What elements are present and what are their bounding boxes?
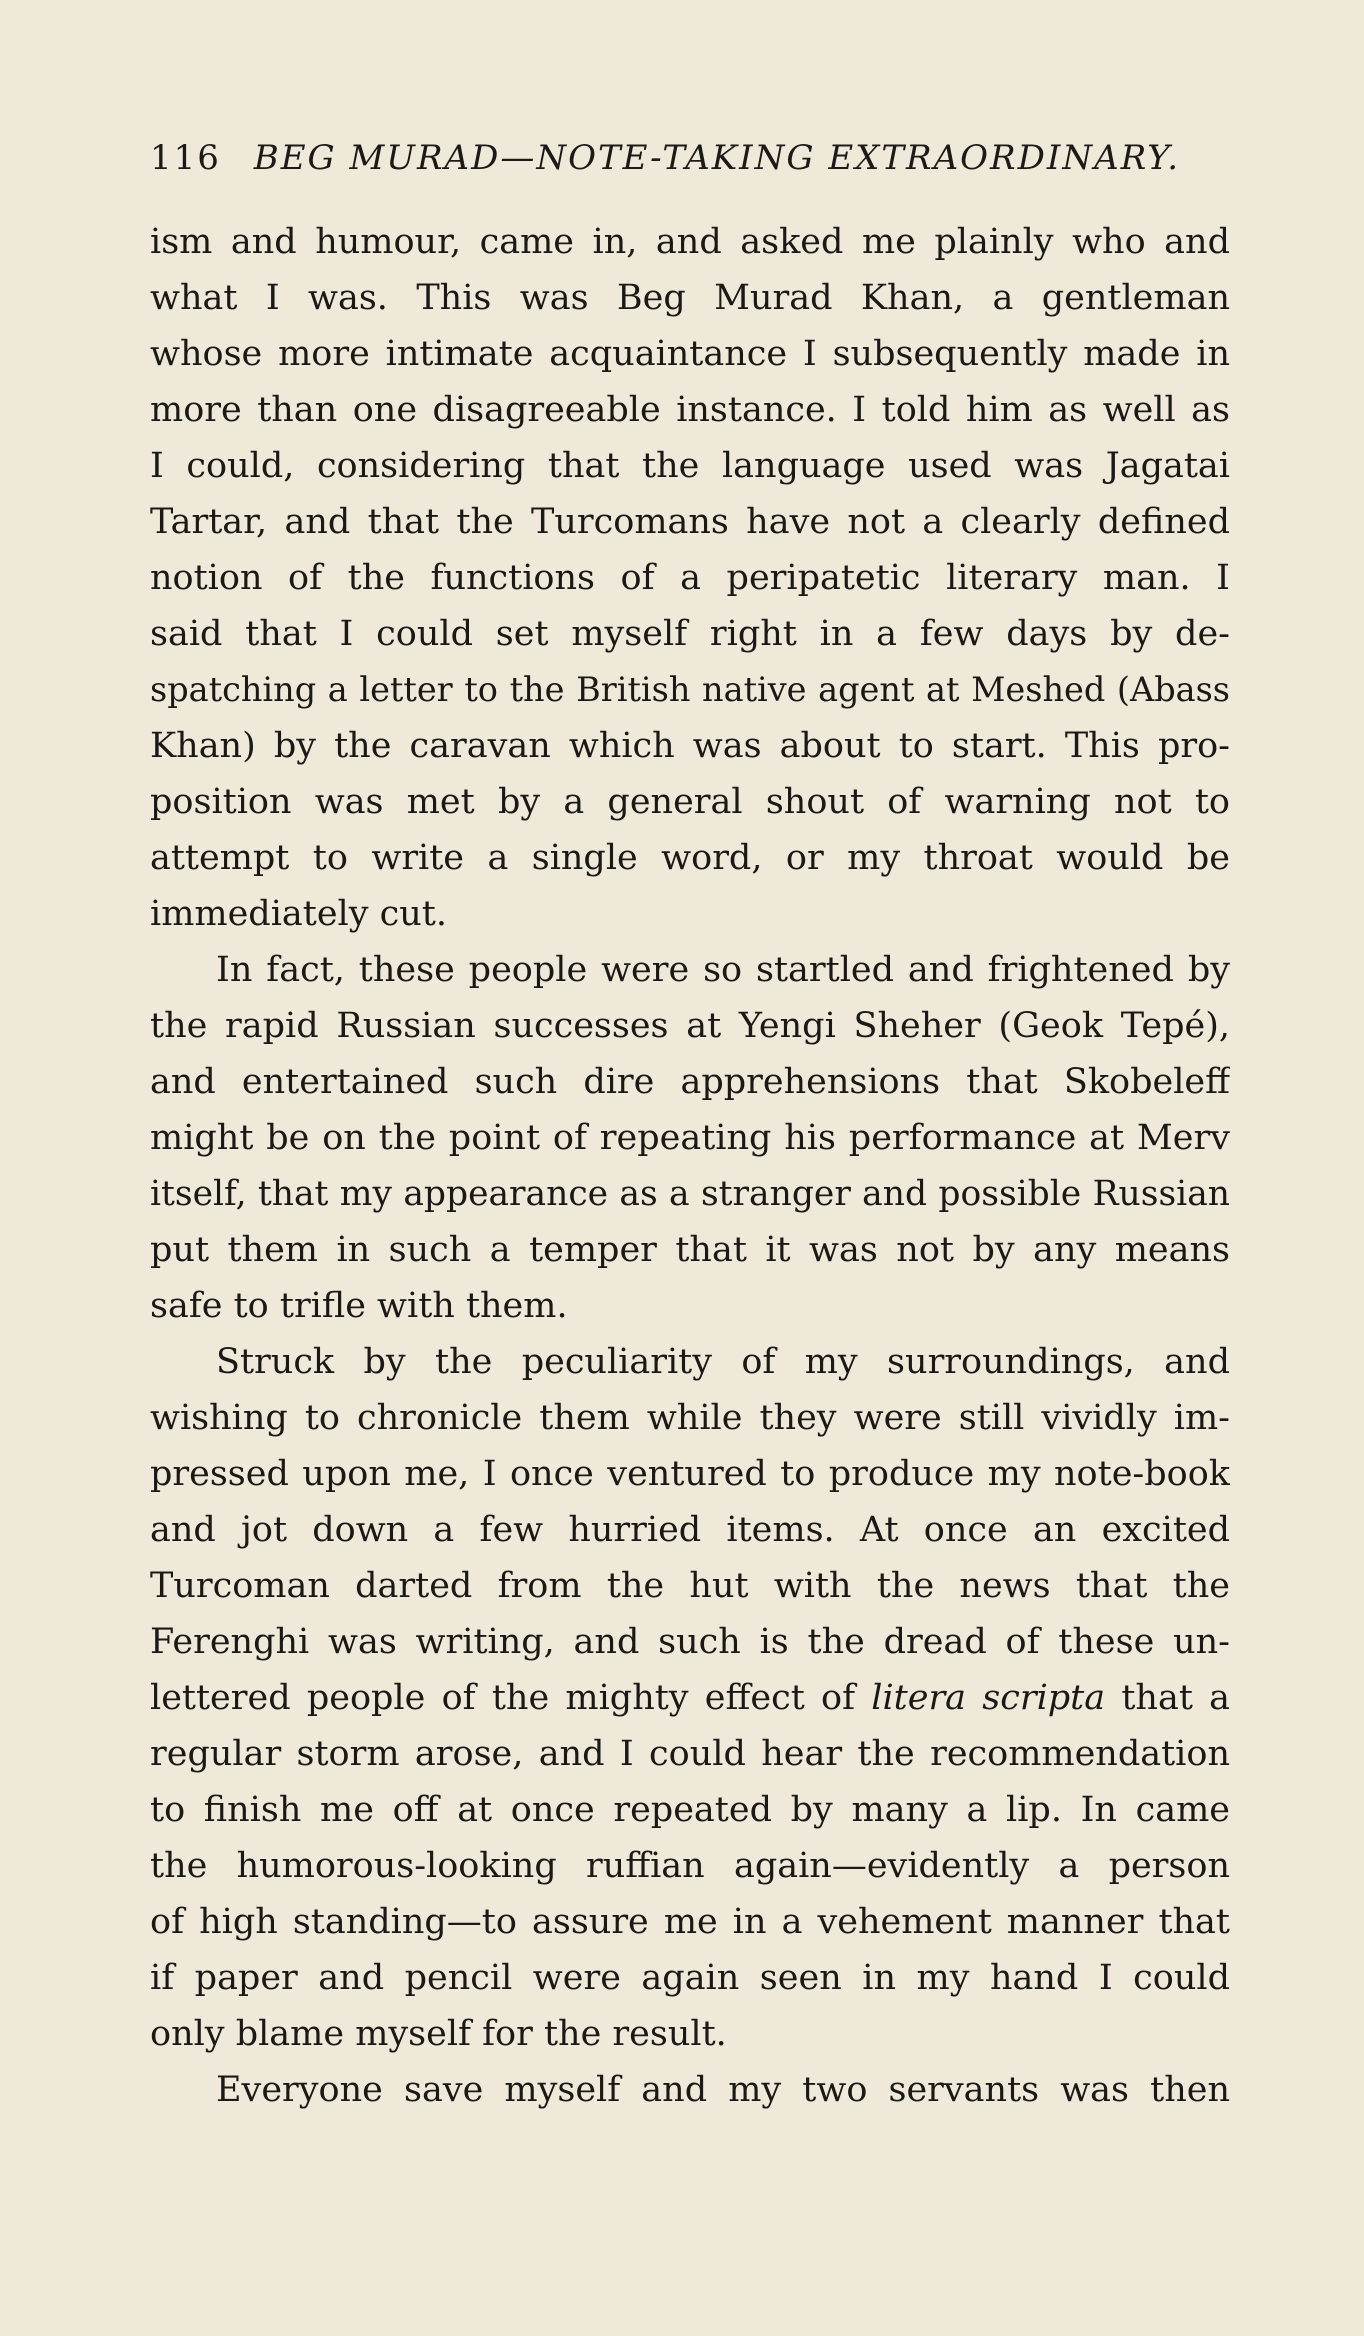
text-line: only blame myself for the result. [150,2014,727,2054]
paragraph-start-line: In fact, these people were so startled and frightened by [216,950,1230,990]
page-number: 116 [150,138,221,178]
running-header [150,138,1230,178]
text-line: Khan) by the caravan which was about to start. This pro- [150,726,1230,766]
text-line: the humorous-looking ruffian again—evidently a person [150,1846,1230,1886]
paragraph-start-line: Everyone save myself and my two servants was then [216,2070,1230,2110]
text-line [150,1670,1230,1726]
text-line: immediately cut. [150,894,447,934]
text-line: regular storm arose, and I could hear the recommendation [150,1734,1230,1774]
text-line: if paper and pencil were again seen in my hand I could [150,1958,1230,1998]
text-line: more than one disagreeable instance. I told him as well as [150,390,1230,430]
text-line: pressed upon me, I once ventured to produce my note-book [150,1454,1230,1494]
text-line: the rapid Russian successes at Yengi Sheher (Geok Tepé), [150,1006,1230,1046]
paragraph-start-line: Struck by the peculiarity of my surroundings, and [216,1342,1230,1382]
text-line: attempt to write a single word, or my throat would be [150,838,1230,878]
text-line: Ferenghi was writing, and such is the dread of these un- [150,1622,1230,1662]
running-title: BEG MURAD—NOTE-TAKING EXTRAORDINARY. [253,138,1181,178]
text-line: position was met by a general shout of warning not to [150,782,1230,822]
text-line: notion of the functions of a peripatetic literary man. I [150,558,1230,598]
text-line: safe to trifle with them. [150,1286,568,1326]
italic-phrase: litera scripta [871,1678,1106,1718]
text-line: put them in such a temper that it was not by any means [150,1230,1230,1270]
body-text [150,214,1230,2118]
text-segment: that a [1105,1678,1230,1718]
text-line: and jot down a few hurried items. At once an excited [150,1510,1230,1550]
text-line: said that I could set myself right in a few days by de- [150,614,1230,654]
text-line: Turcoman darted from the hut with the news that the [150,1566,1230,1606]
text-line: whose more intimate acquaintance I subsequently made in [150,334,1230,374]
text-line: I could, considering that the language used was Jagatai [150,446,1230,486]
text-line: to finish me off at once repeated by many a lip. In came [150,1790,1230,1830]
text-line: ism and humour, came in, and asked me plainly who and [150,222,1230,262]
text-line: spatching a letter to the British native agent at Meshed (Abass [150,670,1230,709]
text-line: what I was. This was Beg Murad Khan, a gentleman [150,278,1230,318]
text-segment: lettered people of the mighty effect of [150,1678,872,1718]
text-line: of high standing—to assure me in a vehement manner that [150,1902,1230,1942]
text-line: Tartar, and that the Turcomans have not a clearly defined [150,502,1230,542]
text-line: and entertained such dire apprehensions that Skobeleff [150,1062,1230,1102]
text-line: might be on the point of repeating his performance at Merv [150,1118,1230,1158]
text-line: itself, that my appearance as a stranger and possible Russian [150,1174,1230,1214]
text-line: wishing to chronicle them while they were still vividly im- [150,1398,1230,1438]
